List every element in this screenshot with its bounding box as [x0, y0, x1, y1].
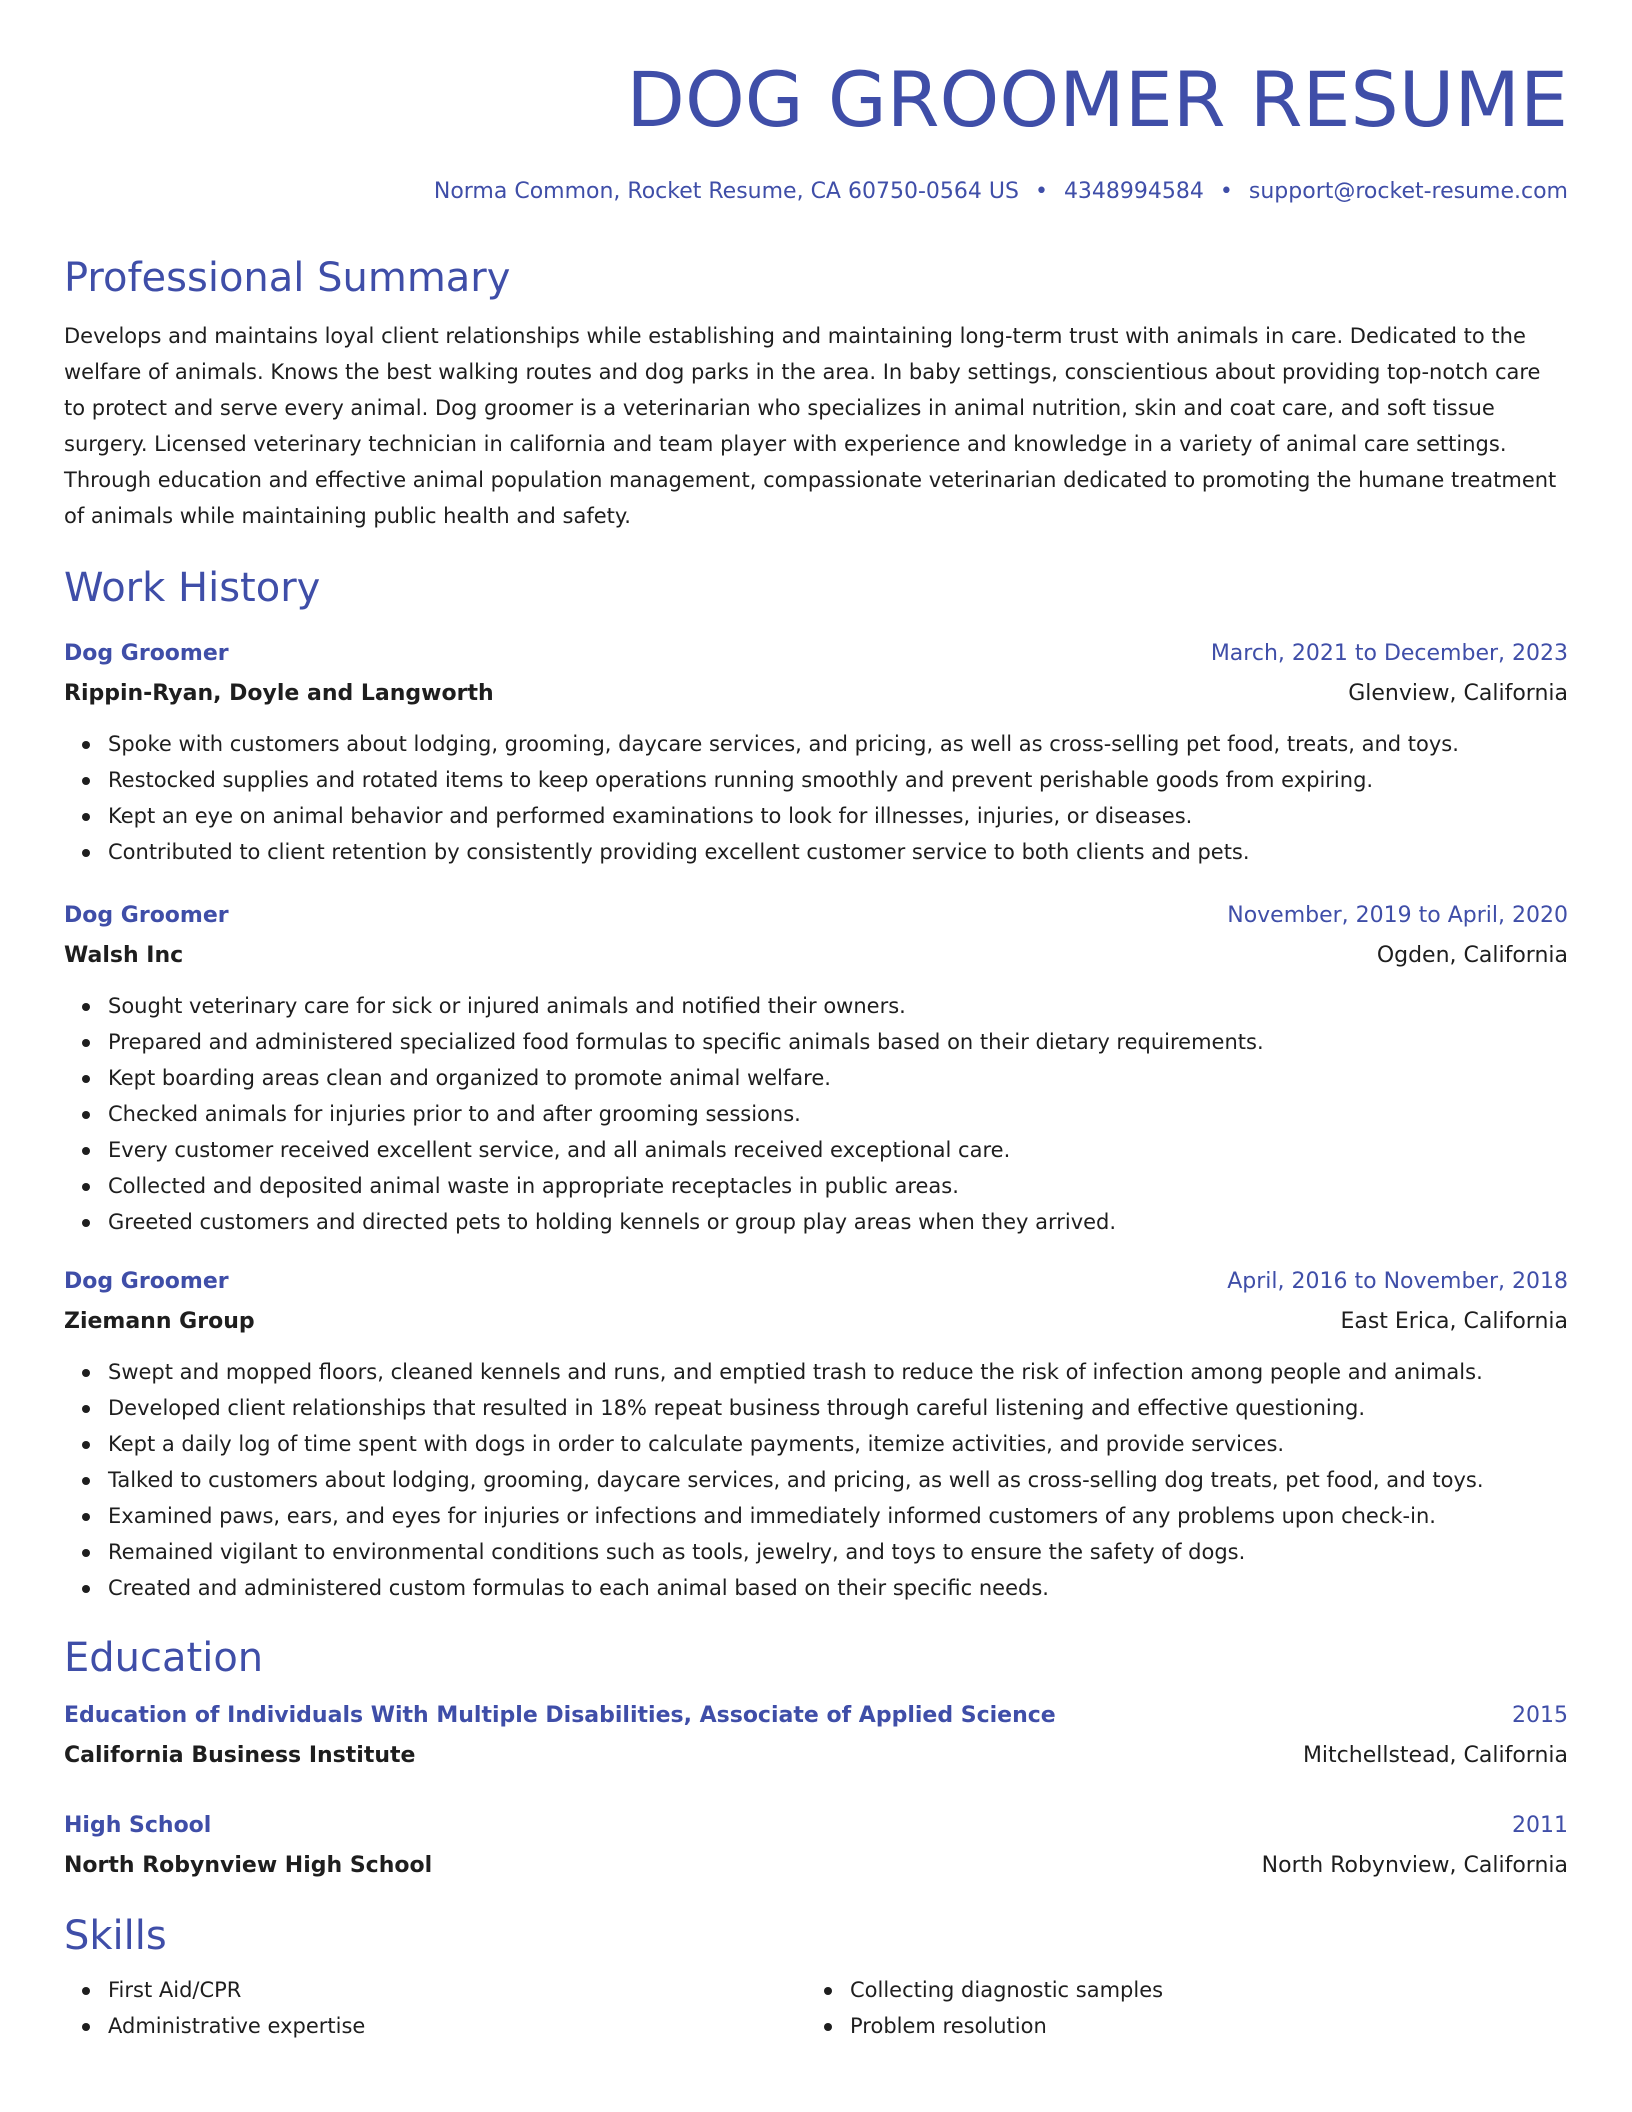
- contact-line: [64, 178, 1568, 206]
- education-school: North Robynview High School: [64, 1853, 433, 1878]
- job-entry: [64, 634, 1568, 870]
- skills-list: [64, 1972, 1568, 2044]
- job-duty: Kept boarding areas clean and organized to promote animal welfare.: [108, 1060, 1568, 1096]
- job-duty: Contributed to client retention by consistently providing excellent customer service to both clients and pets.: [108, 834, 1568, 870]
- job-duty: Greeted customers and directed pets to holding kennels or group play areas when they arrived.: [108, 1204, 1568, 1240]
- resume-title: DOG GROOMER RESUME: [626, 55, 1568, 144]
- job-duty: Developed client relationships that resulted in 18% repeat business through careful listening and effective questioning.: [108, 1390, 1568, 1426]
- skill-item: First Aid/CPR: [108, 1972, 806, 2008]
- job-company: Walsh Inc: [64, 943, 184, 968]
- job-location: East Erica, California: [1340, 1309, 1568, 1334]
- job-title: Dog Groomer: [64, 903, 229, 928]
- skills-column-right: [806, 1972, 1548, 2044]
- job-duty: Talked to customers about lodging, grooming, daycare services, and pricing, as well as cross-selling dog treats, pet food, and toys.: [108, 1462, 1568, 1498]
- job-duty: Prepared and administered specialized food formulas to specific animals based on their dietary requirements.: [108, 1024, 1568, 1060]
- contact-separator: •: [1219, 179, 1233, 204]
- education-year: 2011: [1512, 1813, 1568, 1838]
- job-duty: Restocked supplies and rotated items to keep operations running smoothly and prevent perishable goods from expiring.: [108, 762, 1568, 798]
- education-location: Mitchellstead, California: [1302, 1743, 1568, 1768]
- skill-item: Problem resolution: [850, 2008, 1548, 2044]
- job-title: Dog Groomer: [64, 1269, 229, 1294]
- job-duty: Collected and deposited animal waste in appropriate receptacles in public areas.: [108, 1168, 1568, 1204]
- job-location: Ogden, California: [1376, 943, 1568, 968]
- contact-phone[interactable]: 4348994584: [1063, 179, 1204, 204]
- job-company: Ziemann Group: [64, 1309, 255, 1334]
- skill-item: Collecting diagnostic samples: [850, 1972, 1548, 2008]
- education-entry: [64, 1806, 1568, 1886]
- education-entry: [64, 1696, 1568, 1776]
- job-dates: November, 2019 to April, 2020: [1227, 903, 1568, 928]
- job-duty: Every customer received excellent service, and all animals received exceptional care.: [108, 1132, 1568, 1168]
- job-dates: April, 2016 to November, 2018: [1227, 1269, 1568, 1294]
- contact-address: Norma Common, Rocket Resume, CA 60750-0564 US: [433, 179, 1019, 204]
- summary-heading: Professional Summary: [64, 255, 511, 301]
- summary-text: Develops and maintains loyal client relationships while establishing and maintaining long-term trust with animals in care. Dedicated to the welfare of animals. Knows the best walking routes and dog parks in the area. In baby settings, conscientious about providing top-notch care to protect and serve every animal. Dog groomer is a veterinarian who specializes in animal nutrition, skin and coat care, and soft tissue surgery. Licensed veterinary technician in california and team player with experience and knowledge in a variety of animal care settings. Through education and effective animal population management, compassionate veterinarian dedicated to promoting the humane treatment of animals while maintaining public health and safety.: [64, 324, 1557, 528]
- contact-email[interactable]: support@rocket-resume.com: [1248, 179, 1568, 204]
- job-duty: Sought veterinary care for sick or injured animals and notified their owners.: [108, 988, 1568, 1024]
- job-entry: [64, 1262, 1568, 1606]
- job-duty: Kept an eye on animal behavior and performed examinations to look for illnesses, injuries, or diseases.: [108, 798, 1568, 834]
- resume-page: [64, 52, 1568, 2044]
- skill-item: Administrative expertise: [108, 2008, 806, 2044]
- job-duty: Swept and mopped floors, cleaned kennels and runs, and emptied trash to reduce the risk of infection among people and animals.: [108, 1354, 1568, 1390]
- education-location: North Robynview, California: [1261, 1853, 1568, 1878]
- education-degree: High School: [64, 1813, 212, 1838]
- job-duty: Examined paws, ears, and eyes for injuries or infections and immediately informed customers of any problems upon check-in.: [108, 1498, 1568, 1534]
- skills-column-left: [64, 1972, 806, 2044]
- job-duty: Created and administered custom formulas to each animal based on their specific needs.: [108, 1570, 1568, 1606]
- skills-heading: Skills: [64, 1913, 167, 1959]
- job-duties: [64, 726, 1568, 870]
- job-duty: Kept a daily log of time spent with dogs in order to calculate payments, itemize activities, and provide services.: [108, 1426, 1568, 1462]
- job-duty: Remained vigilant to environmental conditions such as tools, jewelry, and toys to ensure the safety of dogs.: [108, 1534, 1568, 1570]
- job-dates: March, 2021 to December, 2023: [1210, 641, 1568, 666]
- job-title: Dog Groomer: [64, 641, 229, 666]
- work-history-heading: Work History: [64, 565, 321, 611]
- education-heading: Education: [64, 1635, 264, 1681]
- job-entry: [64, 896, 1568, 1240]
- job-location: Glenview, California: [1348, 681, 1568, 706]
- education-school: California Business Institute: [64, 1743, 416, 1768]
- job-duty: Spoke with customers about lodging, grooming, daycare services, and pricing, as well as cross-selling pet food, treats, and toys.: [108, 726, 1568, 762]
- job-duty: Checked animals for injuries prior to and after grooming sessions.: [108, 1096, 1568, 1132]
- job-duties: [64, 988, 1568, 1240]
- education-year: 2015: [1512, 1703, 1568, 1728]
- education-degree: Education of Individuals With Multiple Disabilities, Associate of Applied Science: [64, 1703, 1056, 1728]
- job-company: Rippin-Ryan, Doyle and Langworth: [64, 681, 494, 706]
- contact-separator: •: [1034, 179, 1048, 204]
- job-duties: [64, 1354, 1568, 1606]
